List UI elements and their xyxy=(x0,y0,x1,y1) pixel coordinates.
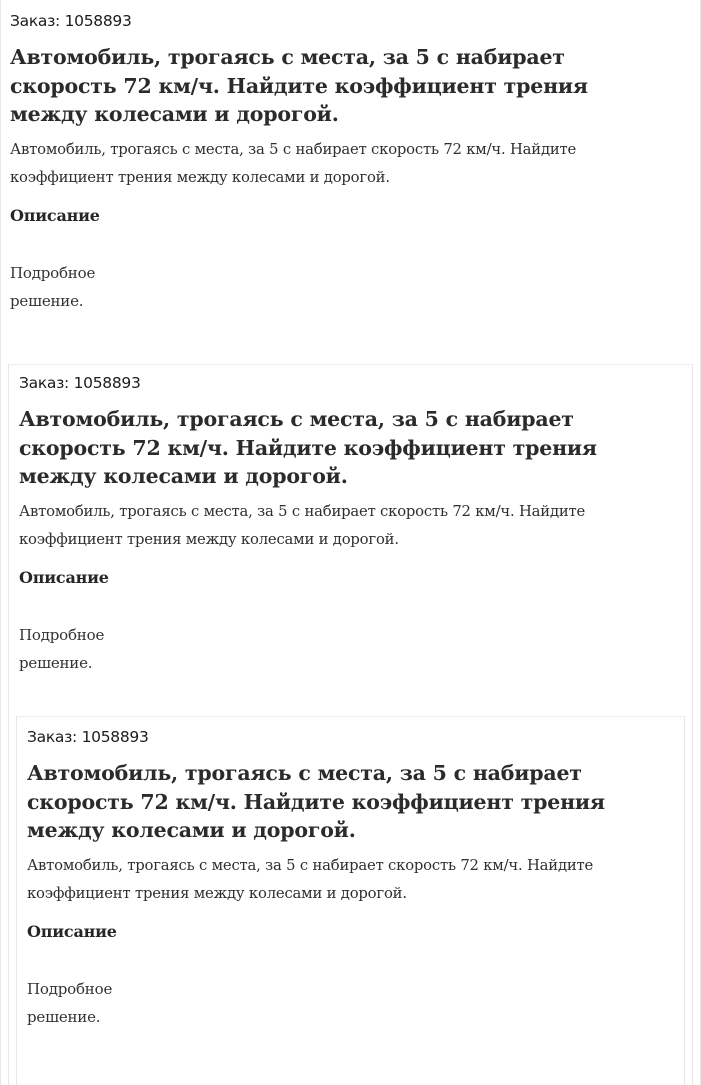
task-title: Автомобиль, трогаясь с места, за 5 с набирает скорость 72 км/ч. Найдите коэффициент трения между колесами и дорогой. xyxy=(10,45,588,126)
task-description: Автомобиль, трогаясь с места, за 5 с набирает скорость 72 км/ч. Найдите коэффициент трения между колесами и дорогой. xyxy=(27,856,594,902)
solution-detail: Подробное решение. xyxy=(10,263,96,310)
description-heading: Описание xyxy=(10,205,100,225)
order-id: Заказ: 1058893 xyxy=(27,728,149,746)
task-description: Автомобиль, трогаясь с места, за 5 с набирает скорость 72 км/ч. Найдите коэффициент трения между колесами и дорогой. xyxy=(19,502,586,548)
task-title: Автомобиль, трогаясь с места, за 5 с набирает скорость 72 км/ч. Найдите коэффициент трения между колесами и дорогой. xyxy=(19,407,597,488)
description-heading: Описание xyxy=(27,921,117,941)
solution-detail: Подробное решение. xyxy=(19,625,105,672)
order-id: Заказ: 1058893 xyxy=(19,374,141,392)
order-card xyxy=(10,11,660,316)
description-heading: Описание xyxy=(19,567,109,587)
order-id: Заказ: 1058893 xyxy=(10,12,132,30)
order-card xyxy=(27,727,677,1032)
task-title: Автомобиль, трогаясь с места, за 5 с набирает скорость 72 км/ч. Найдите коэффициент трения между колесами и дорогой. xyxy=(27,761,605,842)
task-description: Автомобиль, трогаясь с места, за 5 с набирает скорость 72 км/ч. Найдите коэффициент трения между колесами и дорогой. xyxy=(10,140,577,186)
order-card xyxy=(19,373,669,678)
solution-detail: Подробное решение. xyxy=(27,979,113,1026)
